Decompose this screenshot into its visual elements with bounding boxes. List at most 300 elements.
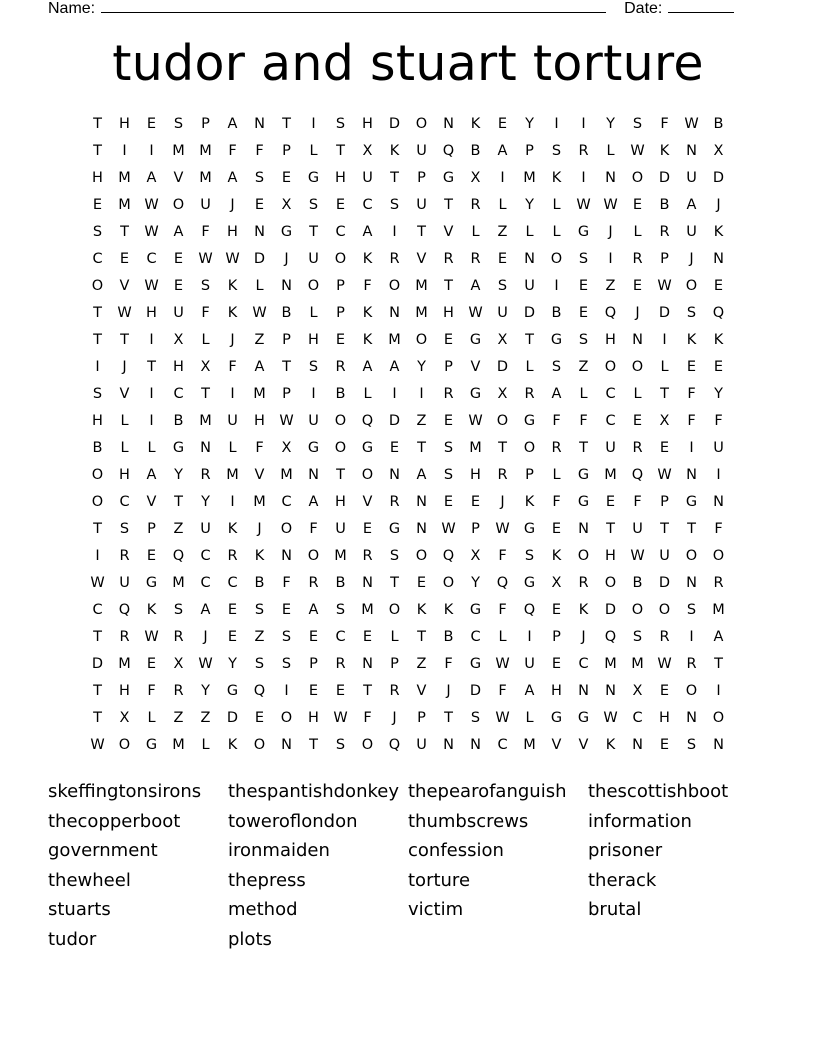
grid-cell: T [93, 521, 102, 537]
grid-cell: N [362, 656, 373, 672]
grid-cell: H [308, 710, 319, 726]
name-field-line[interactable] [101, 0, 606, 13]
grid-cell: O [415, 548, 428, 564]
grid-cell: R [200, 467, 211, 483]
grid-cell: Z [605, 278, 616, 294]
grid-cell: E [416, 575, 427, 591]
grid-cell: E [146, 548, 157, 564]
grid-cell: U [200, 521, 211, 537]
grid-cell: Q [388, 737, 401, 753]
grid-cell: W [657, 278, 672, 294]
grid-cell: T [417, 440, 426, 456]
grid-cell: H [254, 413, 265, 429]
grid-cell: H [362, 116, 373, 132]
grid-cell: C [632, 710, 643, 726]
grid-cell: Y [201, 494, 210, 510]
grid-cell: F [660, 116, 669, 132]
grid-cell: U [416, 143, 427, 159]
grid-cell: R [686, 656, 697, 672]
grid-cell: X [497, 386, 508, 402]
grid-cell: X [497, 332, 508, 348]
grid-cell: N [713, 737, 724, 753]
grid-cell: O [442, 575, 455, 591]
grid-cell: Q [172, 548, 185, 564]
grid-cell: X [659, 413, 670, 429]
grid-cell: X [173, 656, 184, 672]
grid-cell: N [578, 521, 589, 537]
grid-cell: D [226, 710, 239, 726]
grid-cell: S [389, 548, 400, 564]
grid-cell: C [92, 602, 103, 618]
grid-cell: N [200, 440, 211, 456]
grid-cell: W [576, 197, 591, 213]
grid-cell: X [200, 359, 211, 375]
grid-cell: A [551, 386, 562, 402]
grid-cell: G [442, 170, 455, 186]
grid-cell: J [446, 683, 451, 699]
grid-cell: L [120, 440, 129, 456]
grid-cell: W [495, 710, 510, 726]
grid-cell: L [228, 440, 237, 456]
grid-cell: K [713, 332, 724, 348]
grid-cell: F [309, 521, 318, 537]
grid-cell: O [604, 575, 617, 591]
grid-cell: O [415, 332, 428, 348]
grid-cell: I [662, 332, 667, 348]
grid-cell: I [95, 359, 100, 375]
grid-cell: G [685, 494, 698, 510]
grid-cell: H [605, 332, 616, 348]
grid-cell: T [444, 197, 453, 213]
grid-cell: F [687, 386, 696, 402]
grid-cell: E [227, 629, 238, 645]
grid-cell: T [444, 278, 453, 294]
grid-cell: D [91, 656, 104, 672]
grid-cell: B [659, 197, 670, 213]
grid-cell: U [119, 575, 130, 591]
grid-cell: H [119, 116, 130, 132]
grid-cell: H [443, 305, 454, 321]
grid-cell: H [227, 224, 238, 240]
grid-cell: L [309, 305, 318, 321]
name-label: Name: [48, 0, 96, 17]
grid-cell: B [254, 575, 265, 591]
grid-cell: M [199, 170, 212, 186]
grid-cell: N [632, 332, 643, 348]
grid-cell: J [122, 359, 127, 375]
grid-cell: G [523, 575, 536, 591]
grid-cell: S [470, 710, 481, 726]
grid-cell: N [605, 683, 616, 699]
grid-cell: M [118, 170, 131, 186]
grid-cell: P [660, 251, 669, 267]
grid-cell: O [658, 602, 671, 618]
grid-cell: U [686, 170, 697, 186]
grid-cell: Y [525, 116, 534, 132]
grid-cell: G [226, 683, 239, 699]
grid-cell: Y [201, 683, 210, 699]
grid-cell: R [173, 629, 184, 645]
grid-cell: A [254, 359, 265, 375]
grid-cell: Q [361, 413, 374, 429]
grid-cell: M [172, 575, 185, 591]
grid-cell: O [118, 737, 131, 753]
grid-cell: L [606, 143, 615, 159]
grid-cell: C [281, 494, 292, 510]
grid-cell: A [146, 467, 157, 483]
grid-cell: Z [416, 656, 427, 672]
grid-cell: X [281, 197, 292, 213]
grid-cell: L [660, 359, 669, 375]
grid-cell: R [632, 440, 643, 456]
grid-cell: H [605, 548, 616, 564]
grid-cell: E [281, 170, 292, 186]
grid-cell: C [200, 548, 211, 564]
grid-cell: L [633, 224, 642, 240]
grid-cell: R [389, 494, 400, 510]
grid-cell: S [497, 278, 508, 294]
grid-cell: S [335, 602, 346, 618]
grid-cell: G [145, 737, 158, 753]
grid-cell: N [389, 305, 400, 321]
grid-cell: L [579, 386, 588, 402]
grid-cell: F [255, 440, 264, 456]
grid-cell: X [173, 332, 184, 348]
header-line [48, 0, 748, 21]
grid-cell: F [552, 494, 561, 510]
grid-cell: R [389, 683, 400, 699]
grid-cell: O [388, 278, 401, 294]
grid-cell: P [282, 386, 291, 402]
word-list-item: plots [228, 928, 272, 950]
grid-cell: V [146, 494, 157, 510]
grid-cell: K [389, 143, 400, 159]
grid-cell: D [388, 413, 401, 429]
grid-cell: N [281, 278, 292, 294]
grid-cell: S [308, 197, 319, 213]
grid-cell: W [603, 197, 618, 213]
grid-cell: P [336, 278, 345, 294]
grid-cell: U [497, 305, 508, 321]
grid-cell: E [443, 332, 454, 348]
grid-cell: L [525, 359, 534, 375]
grid-cell: Z [254, 629, 265, 645]
grid-cell: R [470, 197, 481, 213]
grid-cell: J [257, 521, 262, 537]
grid-cell: R [713, 575, 724, 591]
grid-cell: Z [416, 413, 427, 429]
grid-cell: N [713, 251, 724, 267]
grid-cell: L [552, 197, 561, 213]
grid-cell: M [118, 656, 131, 672]
grid-cell: N [686, 467, 697, 483]
grid-cell: L [363, 386, 372, 402]
grid-cell: Y [228, 656, 237, 672]
grid-cell: N [281, 548, 292, 564]
grid-cell: K [443, 602, 454, 618]
grid-cell: S [308, 359, 319, 375]
grid-cell: M [361, 602, 374, 618]
grid-cell: J [230, 197, 235, 213]
grid-cell: S [443, 440, 454, 456]
grid-cell: V [470, 359, 481, 375]
grid-cell: K [578, 602, 589, 618]
grid-cell: I [419, 386, 424, 402]
word-list-item: thepearofanguish [408, 781, 567, 802]
grid-cell: A [389, 359, 400, 375]
grid-cell: G [577, 467, 590, 483]
grid-cell: V [416, 683, 427, 699]
grid-cell: P [282, 143, 291, 159]
grid-cell: B [470, 143, 481, 159]
grid-cell: B [713, 116, 724, 132]
grid-cell: N [686, 575, 697, 591]
grid-cell: G [577, 710, 590, 726]
grid-cell: F [201, 224, 210, 240]
grid-cell: E [713, 359, 724, 375]
grid-cell: N [470, 737, 481, 753]
grid-cell: W [441, 521, 456, 537]
word-list-item: government [48, 840, 158, 862]
grid-cell: K [524, 494, 535, 510]
page-title: tudor and stuart torture [112, 35, 704, 92]
grid-cell: C [146, 251, 157, 267]
word-list-item: torture [408, 869, 471, 891]
grid-cell: H [335, 170, 346, 186]
grid-cell: F [498, 548, 507, 564]
grid-cell: I [689, 440, 694, 456]
grid-cell: R [551, 440, 562, 456]
grid-cell: K [362, 332, 373, 348]
grid-cell: T [336, 467, 345, 483]
grid-cell: S [335, 737, 346, 753]
word-list-item: ironmaiden [228, 840, 330, 862]
grid-cell: E [443, 413, 454, 429]
grid-cell: O [280, 521, 293, 537]
grid-cell: T [660, 521, 669, 537]
word-list-item: skeffingtonsirons [48, 781, 202, 802]
grid-cell: W [144, 197, 159, 213]
grid-cell: D [496, 359, 509, 375]
grid-cell: O [631, 359, 644, 375]
grid-cell: I [149, 386, 154, 402]
grid-cell: E [173, 251, 184, 267]
grid-cell: K [227, 305, 238, 321]
grid-cell: S [686, 602, 697, 618]
grid-cell: N [308, 467, 319, 483]
grid-cell: L [201, 737, 210, 753]
grid-cell: Y [606, 116, 615, 132]
grid-cell: B [335, 386, 346, 402]
grid-cell: Q [712, 305, 725, 321]
grid-cell: U [632, 521, 643, 537]
grid-cell: Z [173, 710, 184, 726]
grid-cell: R [497, 467, 508, 483]
grid-cell: P [525, 467, 534, 483]
grid-cell: R [119, 629, 130, 645]
grid-cell: N [578, 683, 589, 699]
grid-cell: V [362, 494, 373, 510]
word-list-item: tudor [48, 928, 97, 950]
grid-cell: W [225, 251, 240, 267]
grid-cell: E [632, 278, 643, 294]
grid-cell: S [578, 251, 589, 267]
grid-cell: G [550, 332, 563, 348]
grid-cell: O [631, 170, 644, 186]
grid-cell: W [630, 143, 645, 159]
grid-cell: P [444, 359, 453, 375]
grid-cell: G [550, 710, 563, 726]
grid-cell: S [632, 629, 643, 645]
grid-cell: T [714, 656, 723, 672]
grid-cell: K [362, 305, 373, 321]
grid-cell: C [173, 386, 184, 402]
grid-cell: A [362, 359, 373, 375]
grid-cell: E [335, 332, 346, 348]
grid-cell: G [307, 440, 320, 456]
grid-cell: E [659, 737, 670, 753]
grid-cell: E [713, 278, 724, 294]
grid-cell: U [200, 197, 211, 213]
grid-cell: Y [471, 575, 480, 591]
grid-cell: S [254, 170, 265, 186]
grid-cell: E [389, 440, 400, 456]
grid-cell: R [227, 548, 238, 564]
grid-cell: Y [714, 386, 723, 402]
grid-cell: R [443, 251, 454, 267]
grid-cell: G [577, 224, 590, 240]
grid-cell: A [227, 170, 238, 186]
word-list-item: thepress [228, 869, 306, 891]
grid-cell: L [120, 413, 129, 429]
grid-cell: I [149, 143, 154, 159]
grid-cell: F [147, 683, 156, 699]
grid-cell: T [93, 116, 102, 132]
grid-cell: P [417, 710, 426, 726]
grid-cell: P [660, 494, 669, 510]
grid-cell: S [200, 278, 211, 294]
grid-cell: E [146, 656, 157, 672]
grid-cell: Z [173, 521, 184, 537]
grid-cell: H [119, 683, 130, 699]
grid-cell: K [227, 737, 238, 753]
grid-cell: A [524, 683, 535, 699]
grid-cell: S [173, 116, 184, 132]
date-field-line[interactable] [668, 0, 734, 13]
grid-cell: O [550, 251, 563, 267]
grid-cell: O [415, 116, 428, 132]
grid-cell: U [524, 656, 535, 672]
grid-cell: Q [442, 548, 455, 564]
word-list [48, 780, 768, 958]
grid-cell: I [311, 116, 316, 132]
grid-cell: G [469, 332, 482, 348]
grid-cell: W [144, 278, 159, 294]
grid-cell: B [443, 629, 454, 645]
grid-cell: S [686, 737, 697, 753]
grid-cell: S [389, 197, 400, 213]
grid-cell: L [498, 197, 507, 213]
grid-cell: W [333, 710, 348, 726]
grid-cell: N [686, 710, 697, 726]
grid-cell: F [714, 413, 723, 429]
grid-cell: S [551, 359, 562, 375]
grid-cell: T [525, 332, 534, 348]
grid-cell: P [471, 521, 480, 537]
grid-cell: D [388, 116, 401, 132]
grid-cell: F [201, 305, 210, 321]
grid-cell: O [496, 413, 509, 429]
grid-cell: J [581, 629, 586, 645]
grid-cell: R [578, 575, 589, 591]
grid-cell: G [388, 521, 401, 537]
grid-cell: L [309, 143, 318, 159]
grid-cell: G [469, 602, 482, 618]
grid-cell: N [632, 737, 643, 753]
grid-cell: U [524, 278, 535, 294]
grid-cell: T [93, 332, 102, 348]
grid-cell: G [145, 575, 158, 591]
grid-cell: D [469, 683, 482, 699]
grid-cell: W [495, 521, 510, 537]
grid-cell: M [280, 467, 293, 483]
grid-cell: V [254, 467, 265, 483]
grid-cell: M [712, 602, 725, 618]
grid-cell: O [361, 467, 374, 483]
grid-cell: C [227, 575, 238, 591]
grid-cell: T [282, 116, 291, 132]
grid-cell: I [392, 386, 397, 402]
grid-cell: A [173, 224, 184, 240]
grid-cell: T [93, 143, 102, 159]
letter-grid [84, 114, 732, 762]
grid-cell: R [335, 359, 346, 375]
grid-cell: N [686, 143, 697, 159]
grid-cell: Q [604, 305, 617, 321]
grid-cell: T [336, 143, 345, 159]
grid-cell: P [525, 143, 534, 159]
grid-cell: E [335, 197, 346, 213]
grid-cell: M [199, 143, 212, 159]
grid-cell: E [551, 602, 562, 618]
grid-cell: L [525, 224, 534, 240]
grid-cell: N [443, 737, 454, 753]
grid-cell: K [659, 143, 670, 159]
grid-cell: U [686, 224, 697, 240]
grid-cell: T [417, 224, 426, 240]
grid-cell: O [685, 278, 698, 294]
grid-cell: Q [442, 143, 455, 159]
grid-cell: H [470, 467, 481, 483]
grid-cell: F [498, 602, 507, 618]
grid-cell: M [604, 467, 617, 483]
grid-cell: L [525, 710, 534, 726]
grid-cell: W [198, 656, 213, 672]
grid-cell: S [524, 548, 535, 564]
grid-cell: U [416, 197, 427, 213]
grid-cell: W [468, 305, 483, 321]
grid-cell: H [308, 332, 319, 348]
grid-cell: G [469, 656, 482, 672]
grid-cell: K [551, 548, 562, 564]
grid-cell: D [523, 305, 536, 321]
grid-cell: E [551, 656, 562, 672]
word-list-item: thewheel [48, 869, 131, 891]
grid-cell: I [149, 332, 154, 348]
grid-cell: K [713, 224, 724, 240]
grid-cell: G [361, 440, 374, 456]
grid-cell: F [228, 359, 237, 375]
